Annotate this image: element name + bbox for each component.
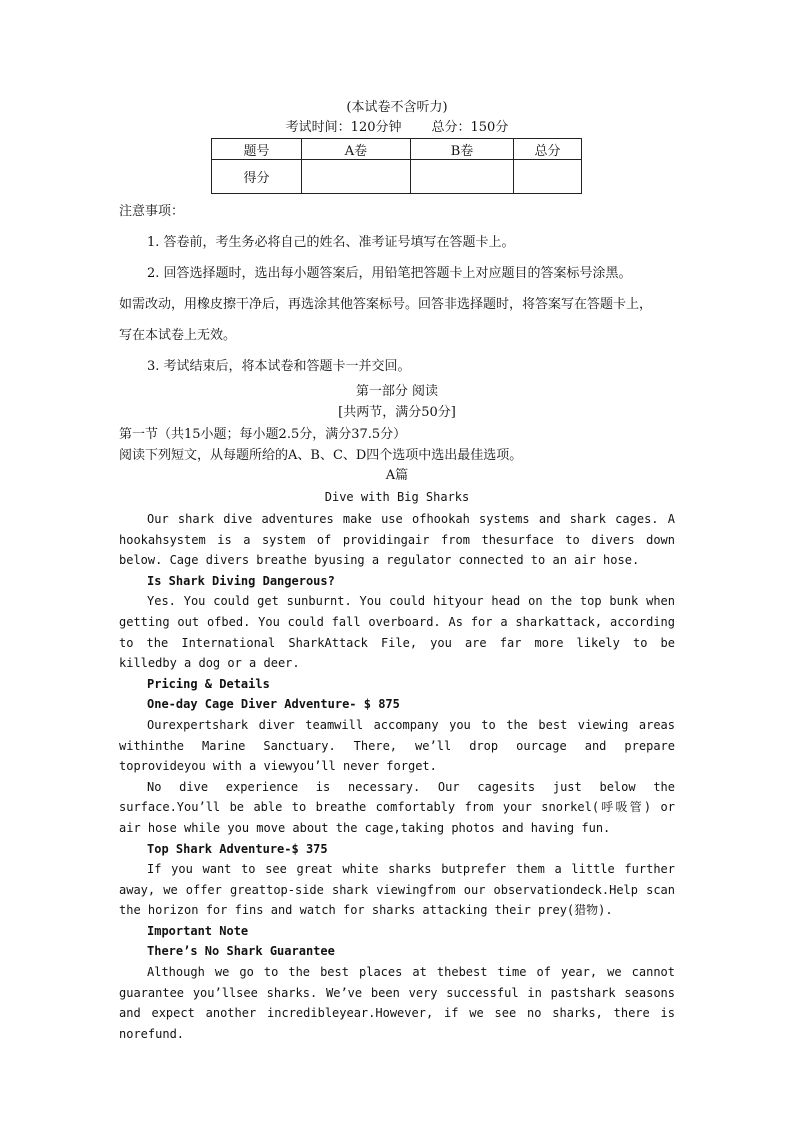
score-table-header: 题号 xyxy=(212,139,302,160)
exam-meta xyxy=(0,119,794,137)
score-table-header: B卷 xyxy=(411,139,514,160)
exam-time: 考试时间：120分钟 xyxy=(285,120,402,135)
passage-heading: Top Shark Adventure-$ 375 xyxy=(147,841,328,856)
passage-paragraph: Ourexpertshark diver teamwill accompany you to the best viewing areas withinthe Marine Sanctuary. There, we’ll drop ourcage and prepare toprovideyou with a viewyou’ll never forget. xyxy=(119,717,675,774)
score-cell[interactable] xyxy=(411,160,514,194)
no-listening-note: (本试卷不含听力) xyxy=(346,100,448,115)
section-title: 第一节（共15小题；每小题2.5分，满分37.5分） xyxy=(119,427,407,442)
passage-paragraph: Our shark dive adventures make use ofhookah systems and shark cages. A hookahsystem is a system of providingair from thesurface to divers down below. Cage divers breathe byusing a regulator connected to an air hose. xyxy=(119,512,675,568)
part-title: 第一部分 阅读 xyxy=(355,384,439,399)
note-item-2-cont: 如需改动，用橡皮擦干净后，再选涂其他答案标号。回答非选择题时，将答案写在答题卡上， xyxy=(119,297,653,312)
note-item-2: 2. 回答选择题时，选出每小题答案后，用铅笔把答题卡上对应题目的答案标号涂黑。 xyxy=(147,266,632,281)
passage-heading: There’s No Shark Guarantee xyxy=(147,944,335,959)
passage-label: A篇 xyxy=(385,468,409,483)
notes-section xyxy=(119,196,675,382)
score-row-label: 得分 xyxy=(212,160,302,194)
total-score: 总分：150分 xyxy=(431,120,509,135)
score-table-header: A卷 xyxy=(302,139,411,160)
passage-heading: Important Note xyxy=(147,923,249,938)
passage-title: Dive with Big Sharks xyxy=(324,490,470,504)
score-cell[interactable] xyxy=(514,160,582,194)
note-item-1: 1. 答卷前，考生务必将自己的姓名、准考证号填写在答题卡上。 xyxy=(147,235,515,250)
note-item-2-cont: 写在本试卷上无效。 xyxy=(119,328,237,343)
passage-heading: Is Shark Diving Dangerous? xyxy=(147,573,335,588)
passage-paragraph: Although we go to the best places at thebest time of year, we cannot guarantee you’llsee sharks. We’ve been very successful in pastshark seasons and expect another incredibleyear.However, if we see no sharks, there is norefund. xyxy=(119,965,675,1041)
note-item-3: 3. 考试结束后，将本试卷和答题卡一并交回。 xyxy=(147,359,411,374)
score-table-header: 总分 xyxy=(514,139,582,160)
score-cell[interactable] xyxy=(302,160,411,194)
part-subtitle: [共两节，满分50分] xyxy=(338,405,456,420)
passage-paragraph: No dive experience is necessary. Our cagesits just below the surface.You’ll be able to breathe comfortably from your snorkel(呼吸管) or air hose while you move about the cage,taking photos and having fun. xyxy=(119,779,675,835)
passage-heading: One-day Cage Diver Adventure- $ 875 xyxy=(147,697,400,712)
score-table xyxy=(211,138,582,194)
passage-body xyxy=(119,509,675,1044)
notes-title: 注意事项： xyxy=(119,204,185,219)
passage-heading: Pricing & Details xyxy=(147,676,270,691)
passage-paragraph: If you want to see great white sharks butprefer them a little further away, we offer greattop-side shark viewingfrom our observationdeck.Help scan the horizon for fins and watch for sharks attacking their prey(猎物). xyxy=(119,862,675,918)
section-instruction: 阅读下列短文，从每题所给的A、B、C、D四个选项中选出最佳选项。 xyxy=(119,448,523,463)
passage-paragraph: Yes. You could get sunburnt. You could hityour head on the top bunk when getting out ofbed. You could fall overboard. As for a sharkattack, according to the International SharkAttack File, you are far more likely to be killedby a dog or a deer. xyxy=(119,594,675,671)
